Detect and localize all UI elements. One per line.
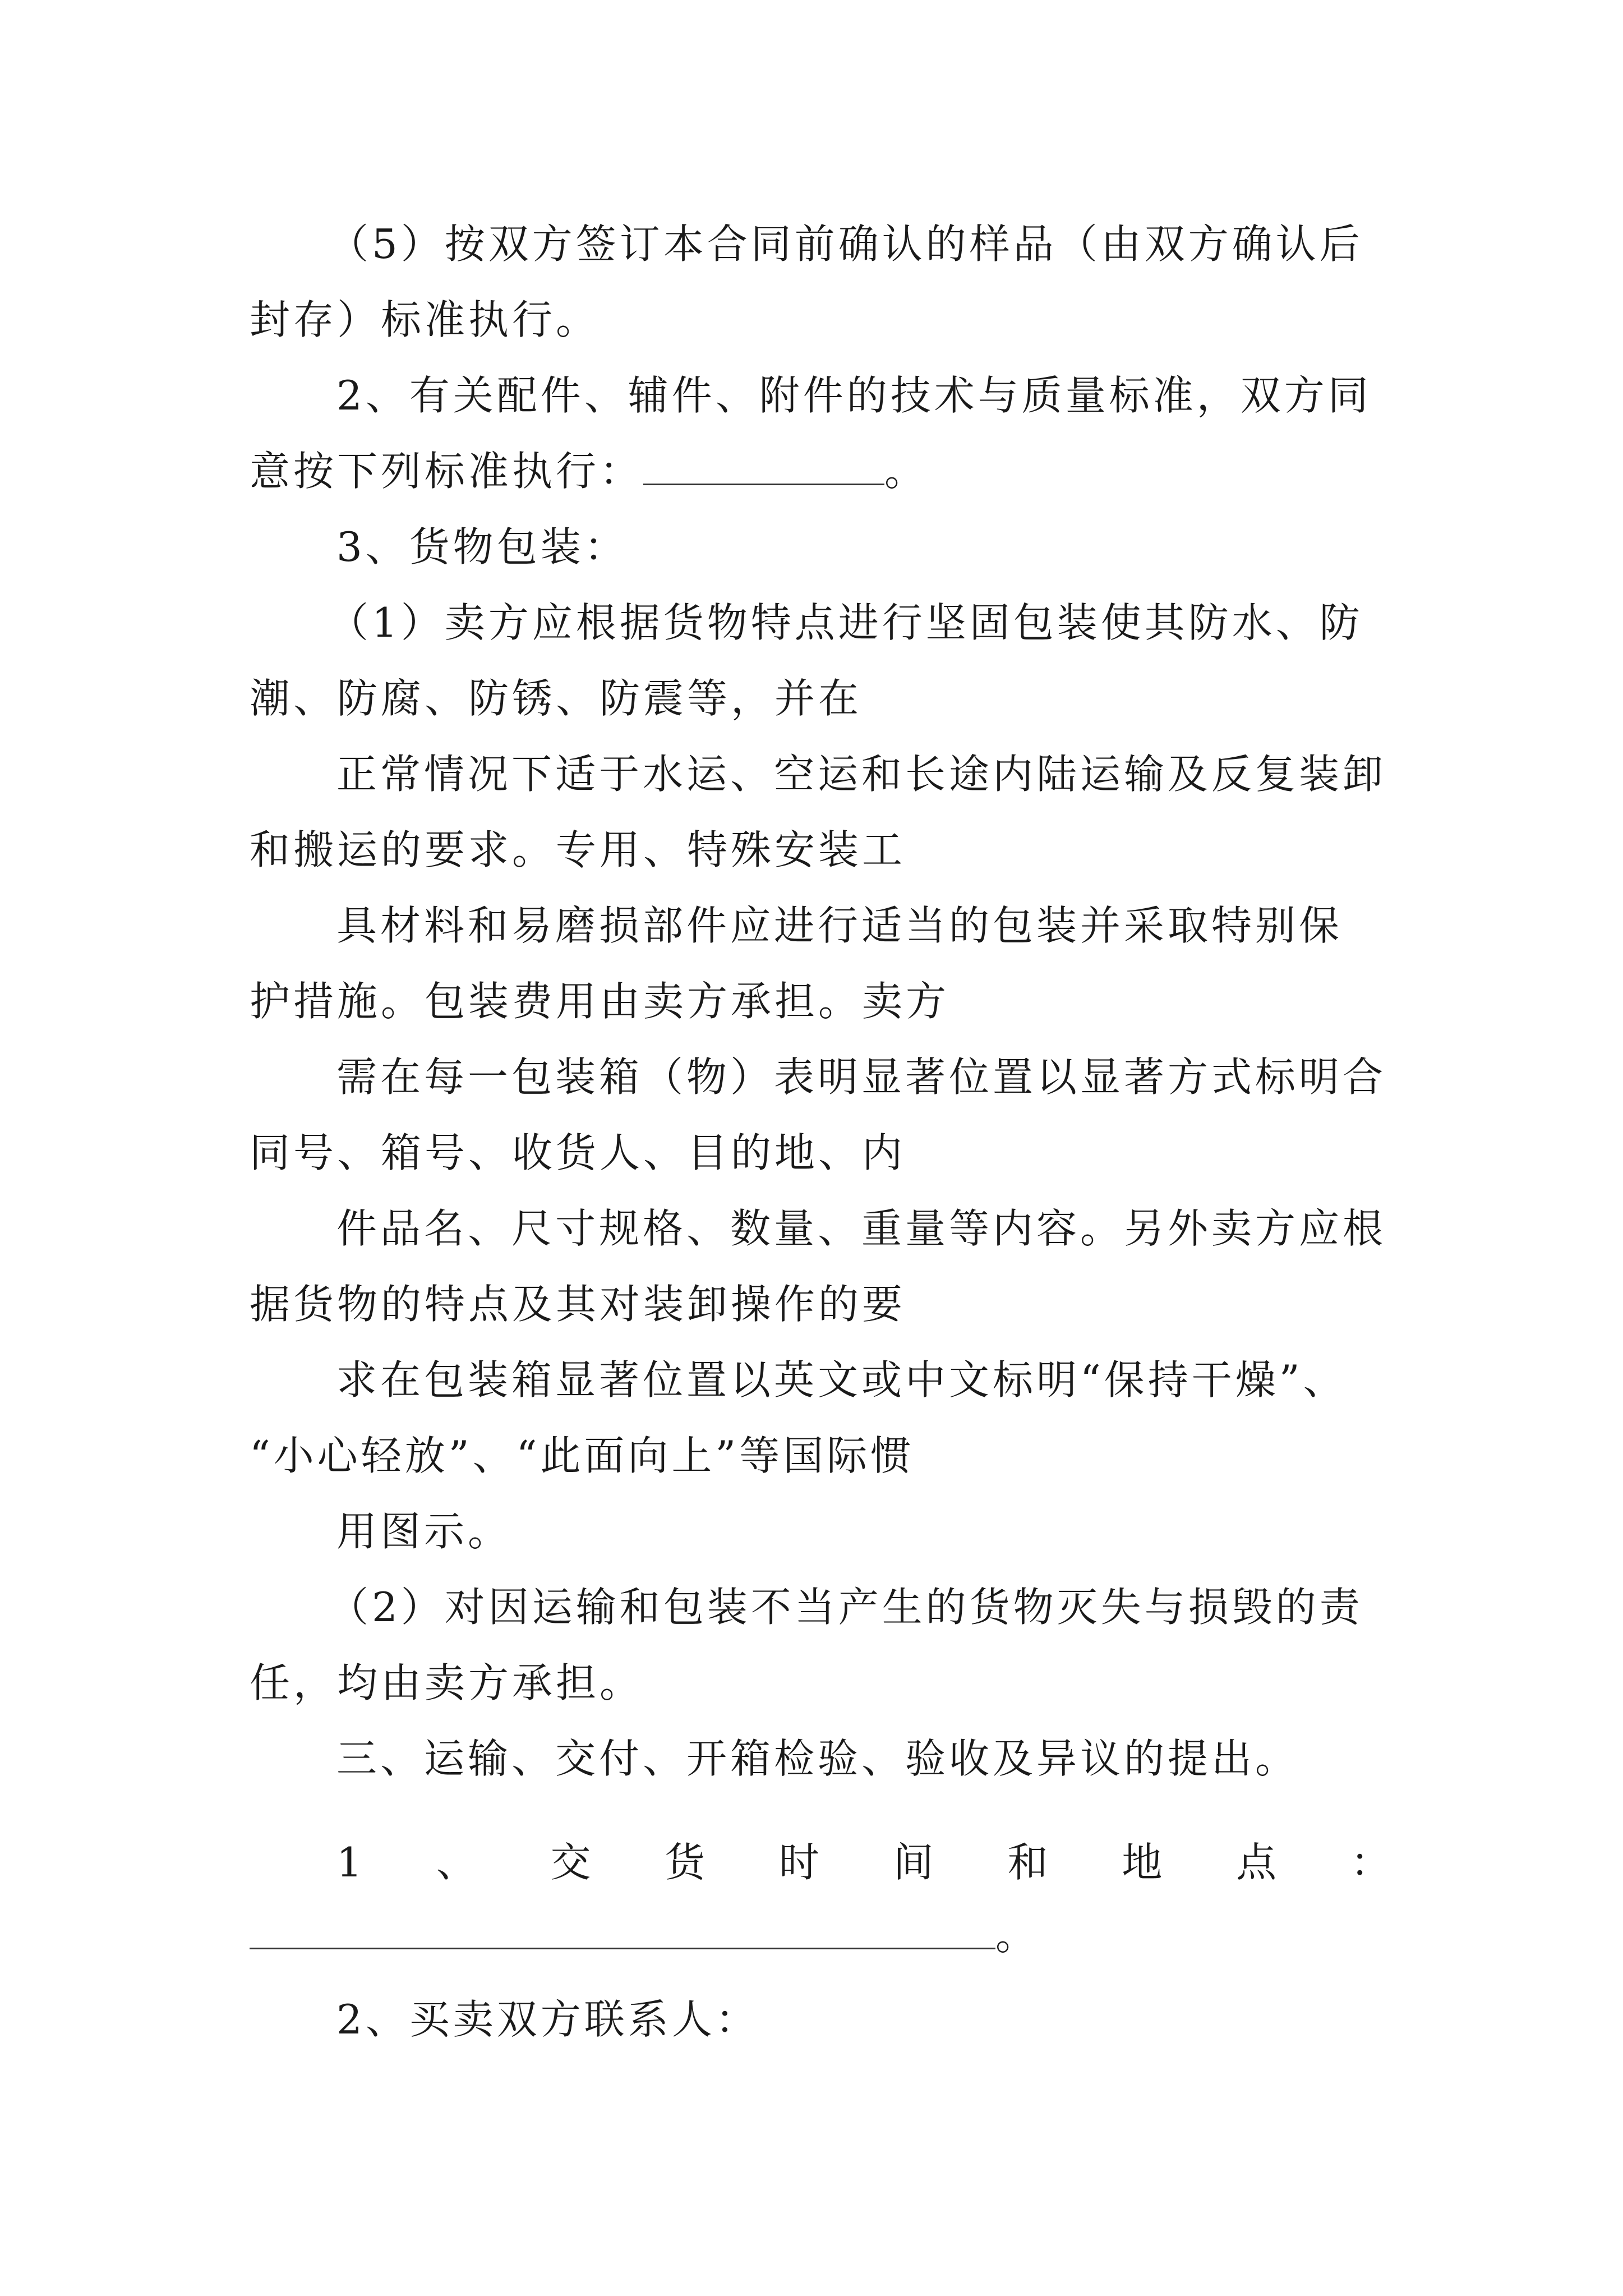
para-line-with-blank bbox=[250, 1913, 1039, 1958]
para-line: 同号、箱号、收货人、目的地、内 bbox=[250, 1129, 906, 1176]
para-text: 。 bbox=[884, 448, 929, 495]
para-line: 用图示。 bbox=[336, 1508, 512, 1555]
char: 点 bbox=[1236, 1839, 1277, 1886]
char: ： bbox=[1350, 1839, 1391, 1886]
para-line: 2、有关配件、辅件、附件的技术与质量标准，双方同 bbox=[336, 372, 1372, 419]
para-line-with-blank bbox=[250, 449, 928, 494]
para-line: 封存）标准执行。 bbox=[250, 296, 600, 343]
para-line: 正常情况下适于水运、空运和长途内陆运输及反复装卸 bbox=[336, 751, 1387, 798]
para-line: 护措施。包装费用由卖方承担。卖方 bbox=[250, 978, 950, 1025]
char: 、 bbox=[436, 1839, 477, 1886]
char: 和 bbox=[1007, 1839, 1048, 1886]
char: 1 bbox=[336, 1839, 362, 1886]
para-line: “小心轻放”、“此面向上”等国际惯 bbox=[250, 1432, 915, 1479]
fill-in-blank[interactable] bbox=[643, 452, 884, 485]
delivery-time-line bbox=[336, 1840, 1391, 1885]
char: 时 bbox=[778, 1839, 819, 1886]
para-line: 具材料和易磨损部件应进行适当的包装并采取特别保 bbox=[336, 902, 1343, 949]
para-line: 求在包装箱显著位置以英文或中文标明“保持干燥”、 bbox=[336, 1356, 1347, 1404]
para-text: 。 bbox=[995, 1912, 1040, 1959]
para-line: （5）按双方签订本合同前确认的样品（由双方确认后 bbox=[328, 220, 1363, 268]
char: 间 bbox=[893, 1839, 934, 1886]
para-line: （2）对因运输和包装不当产生的货物灭失与损毁的责 bbox=[328, 1584, 1363, 1631]
para-line: 3、货物包装： bbox=[336, 523, 628, 570]
para-line: 任，均由卖方承担。 bbox=[250, 1659, 644, 1706]
para-line: （1）卖方应根据货物特点进行坚固包装使其防水、防 bbox=[328, 599, 1363, 646]
para-line: 件品名、尺寸规格、数量、重量等内容。另外卖方应根 bbox=[336, 1205, 1387, 1252]
char: 交 bbox=[550, 1839, 591, 1886]
section-heading: 三、运输、交付、开箱检验、验收及异议的提出。 bbox=[336, 1735, 1299, 1782]
para-line: 潮、防腐、防锈、防震等，并在 bbox=[250, 675, 863, 722]
para-text: 意按下列标准执行： bbox=[250, 448, 644, 495]
char: 货 bbox=[665, 1839, 706, 1886]
fill-in-blank[interactable] bbox=[250, 1925, 995, 1949]
para-line: 2、买卖双方联系人： bbox=[336, 1996, 759, 2043]
char: 地 bbox=[1122, 1839, 1163, 1886]
para-line: 和搬运的要求。专用、特殊安装工 bbox=[250, 826, 906, 873]
para-line: 据货物的特点及其对装卸操作的要 bbox=[250, 1281, 906, 1328]
para-line: 需在每一包装箱（物）表明显著位置以显著方式标明合 bbox=[336, 1053, 1387, 1101]
